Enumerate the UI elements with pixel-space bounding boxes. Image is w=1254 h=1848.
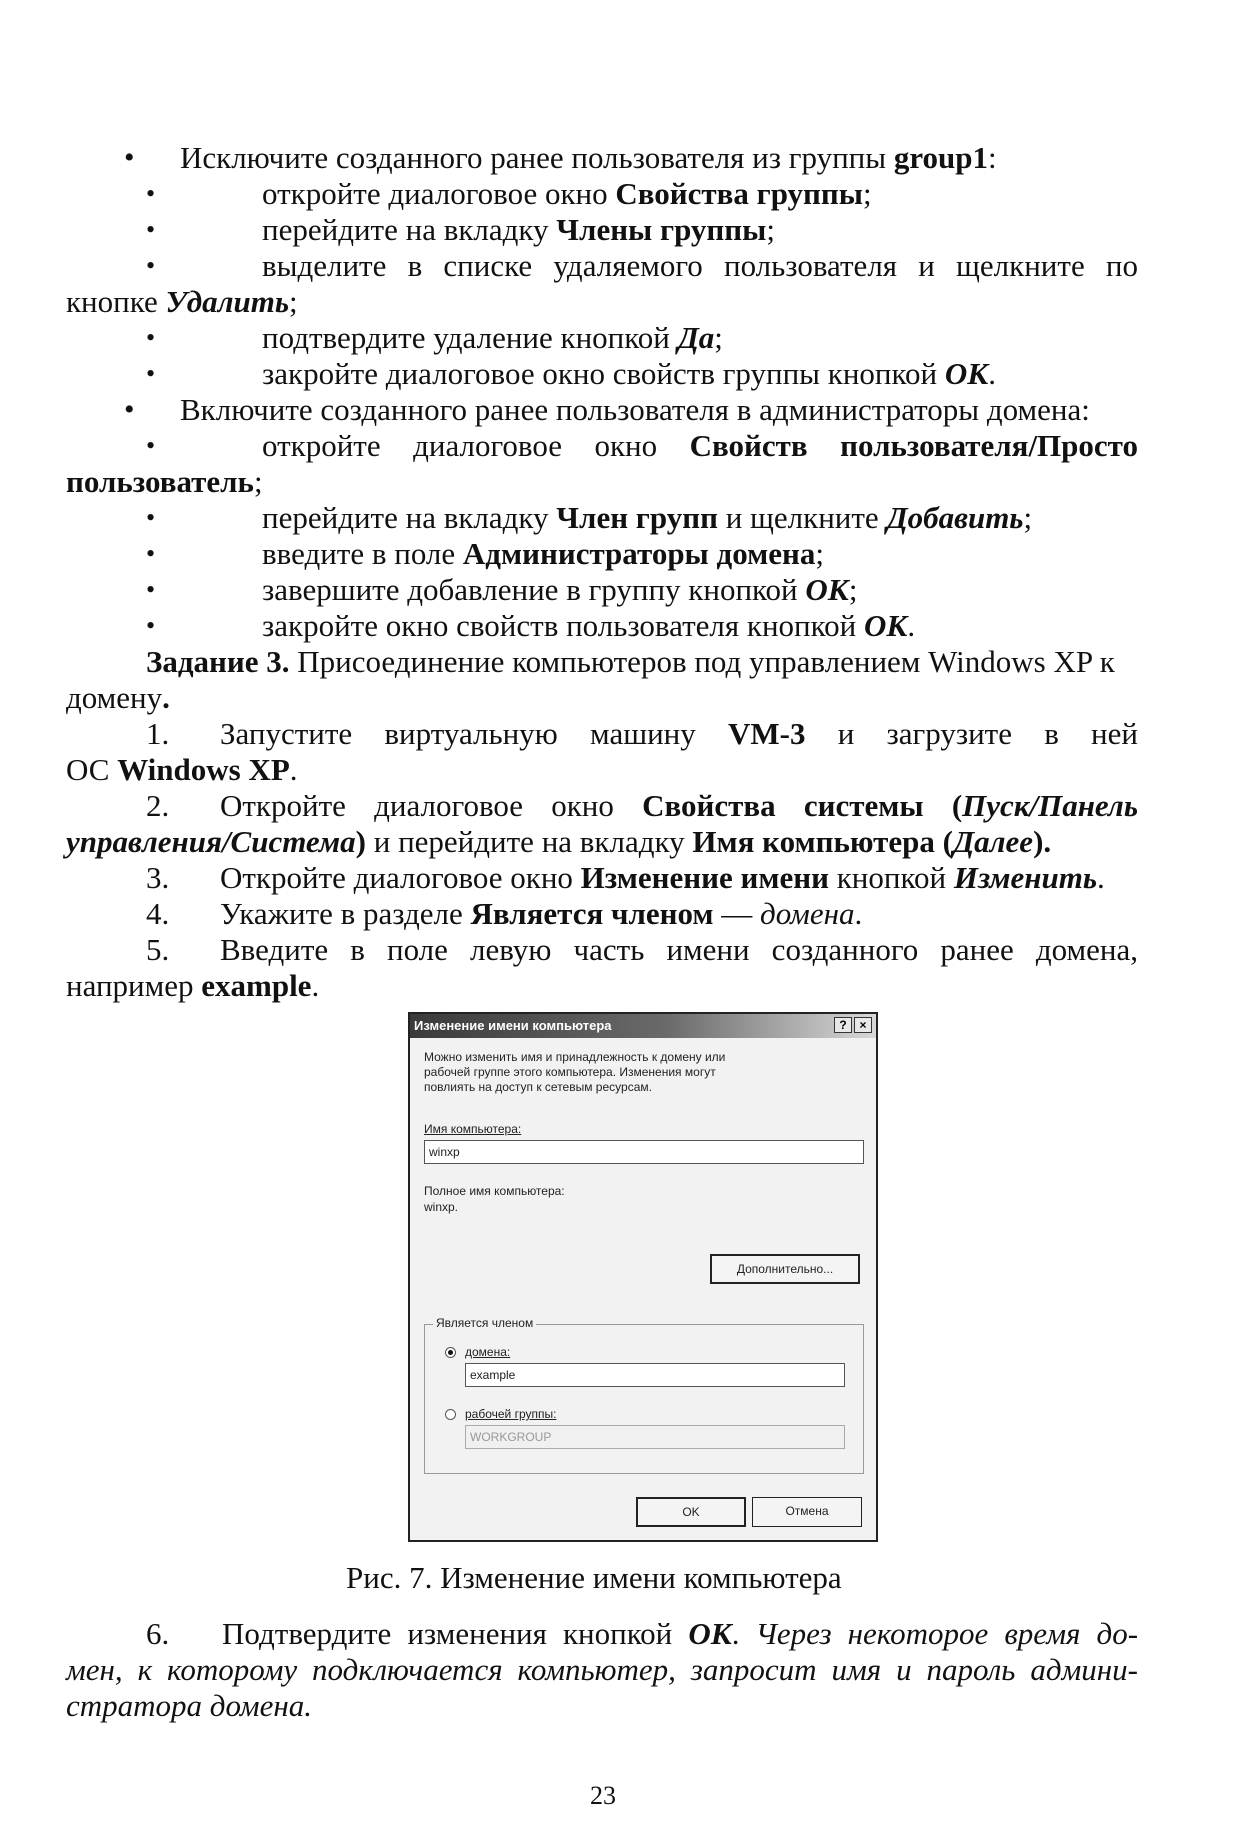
page-number: 23: [590, 1781, 616, 1810]
workgroup-label: рабочей группы:: [465, 1407, 557, 1421]
subbullet-select-user: • выделите в списке удаляемого пользователя и щелкните по: [262, 248, 1138, 284]
subbullet-close-group-props: • закройте диалоговое окно свойств группы кнопкой ОК.: [262, 356, 996, 392]
subbullet-close-user-props: • закройте окно свойств пользователя кнопкой ОК.: [262, 608, 915, 644]
full-name-value: winxp.: [424, 1200, 459, 1214]
step-4-text: Укажите в разделе Является членом — домена.: [220, 896, 863, 931]
computer-name-input[interactable]: winxp: [424, 1140, 864, 1164]
text-delete-button-line: кнопке Удалить;: [66, 284, 298, 319]
step-3-number: 3.: [146, 860, 170, 895]
step-5-number: 5.: [146, 932, 170, 967]
domain-label: домена:: [465, 1345, 511, 1359]
subbullet-member-of-tab: • перейдите на вкладку Член групп и щелкните Добавить;: [262, 500, 1032, 536]
figure-caption: Рис. 7. Изменение имени компьютера: [346, 1560, 842, 1595]
more-button[interactable]: Дополнительно...: [710, 1254, 860, 1284]
cancel-button[interactable]: Отмена: [752, 1497, 862, 1527]
step-6-cont: мен, к которому подключается компьютер, запросит имя и пароль админи-: [66, 1652, 1138, 1687]
subbullet-members-tab: • перейдите на вкладку Члены группы;: [262, 212, 775, 248]
step-2-text: Откройте диалоговое окно Свойства системы (Пуск/Панель: [220, 788, 1138, 823]
step-2-cont: управления/Система) и перейдите на вкладку Имя компьютера (Далее).: [66, 824, 1052, 859]
dialog-description-1: Можно изменить имя и принадлежность к домену или: [424, 1050, 726, 1064]
computer-name-label: Имя компьютера:: [424, 1122, 522, 1136]
task-heading-cont: домену.: [66, 680, 170, 715]
workgroup-radio[interactable]: [445, 1409, 456, 1420]
subbullet-open-user-props: • откройте диалоговое окно Свойств пользователя/Просто: [262, 428, 1138, 464]
text-user-line: пользователь;: [66, 464, 263, 499]
step-1-cont: ОС Windows XP.: [66, 752, 298, 787]
subbullet-finish-add: • завершите добавление в группу кнопкой ОК;: [262, 572, 857, 608]
step-2-number: 2.: [146, 788, 170, 823]
close-button[interactable]: ×: [854, 1017, 872, 1033]
domain-radio[interactable]: [445, 1347, 456, 1358]
subbullet-confirm-delete: • подтвердите удаление кнопкой Да;: [262, 320, 723, 356]
step-6-number: 6.: [146, 1616, 170, 1651]
step-1-text: Запустите виртуальную машину VM-3 и загрузите в ней: [220, 716, 1138, 751]
step-6-text: Подтвердите изменения кнопкой ОК. Через некоторое время до-: [222, 1616, 1139, 1651]
step-6-cont-2: стратора домена.: [66, 1688, 312, 1723]
domain-input[interactable]: example: [465, 1363, 845, 1387]
dialog-title: Изменение имени компьютера: [414, 1018, 612, 1033]
step-1-number: 1.: [146, 716, 170, 751]
subbullet-open-group-props: • откройте диалоговое окно Свойства группы;: [262, 176, 872, 212]
dialog-description-2: рабочей группе этого компьютера. Изменения могут: [424, 1065, 716, 1079]
dialog-description-3: повлиять на доступ к сетевым ресурсам.: [424, 1080, 652, 1094]
rename-computer-dialog: [408, 1012, 878, 1542]
step-3-text: Откройте диалоговое окно Изменение имени кнопкой Изменить.: [220, 860, 1105, 895]
help-button[interactable]: ?: [834, 1017, 852, 1033]
bullet-include-admin: • Включите созданного ранее пользователя в администраторы домена:: [180, 392, 1090, 428]
member-of-group: [424, 1316, 864, 1474]
workgroup-input[interactable]: WORKGROUP: [465, 1425, 845, 1449]
dialog-title-bar: [410, 1014, 876, 1038]
step-5-cont: например example.: [66, 968, 320, 1003]
step-5-text: Введите в поле левую часть имени созданного ранее домена,: [220, 932, 1138, 967]
ok-button[interactable]: OK: [636, 1497, 746, 1527]
bullet-exclude-user: • Исключите созданного ранее пользователя из группы group1:: [180, 140, 997, 176]
subbullet-enter-domain-admins: • введите в поле Администраторы домена;: [262, 536, 824, 572]
step-4-number: 4.: [146, 896, 170, 931]
full-name-label: Полное имя компьютера:: [424, 1184, 565, 1198]
task-heading: Задание 3. Присоединение компьютеров под управлением Windows XP к: [146, 644, 1115, 679]
member-of-label: Является членом: [433, 1316, 536, 1331]
